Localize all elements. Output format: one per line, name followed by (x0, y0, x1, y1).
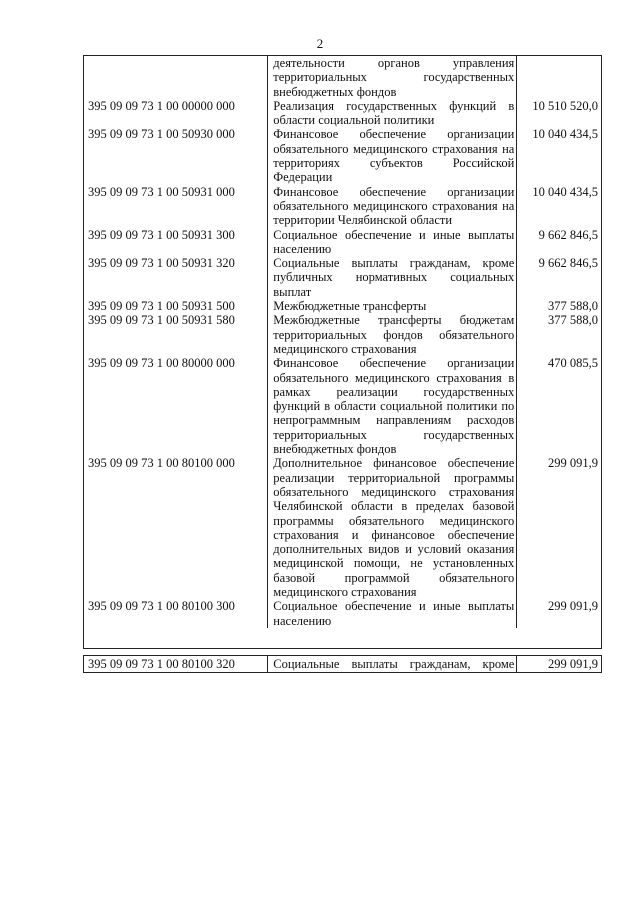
row-sum: 9 662 846,5 (538, 256, 598, 271)
table-row (84, 356, 601, 456)
row-name: Реализация государственных функций в области социальной политики (267, 99, 517, 128)
row-sum: 377 588,0 (547, 313, 598, 328)
row-sum: 299 091,9 (547, 656, 598, 671)
page-number: 2 (316, 36, 324, 51)
row-sum: 299 091,9 (547, 599, 598, 614)
row-sum: 377 588,0 (547, 299, 598, 314)
row-name: Межбюджетные трансферты (267, 299, 517, 313)
table-row (84, 656, 601, 672)
row-code: 395 09 09 73 1 00 50931 580 (88, 313, 235, 328)
row-code: 395 09 09 73 1 00 50931 500 (88, 299, 235, 314)
row-code: 395 09 09 73 1 00 00000 000 (88, 98, 235, 113)
table-row (84, 599, 601, 648)
row-sum: 10 040 434,5 (532, 127, 598, 142)
table-row (84, 456, 601, 599)
row-sum: 9 662 846,5 (538, 227, 598, 242)
row-name: Финансовое обеспечение организации обязательного медицинского страхования на территории Челябинской области (267, 185, 517, 228)
row-code: 395 09 09 73 1 00 50930 000 (88, 127, 235, 142)
table-row (84, 185, 601, 228)
row-name: Межбюджетные трансферты бюджетам территориальных фондов обязательного медицинского страхования (267, 313, 517, 356)
table-row (84, 299, 601, 313)
row-name: деятельности органов управления территориальных государственных внебюджетных фондов (267, 56, 517, 99)
row-name: Социальные выплаты гражданам, кроме (267, 656, 517, 672)
budget-table-body (83, 55, 602, 649)
row-code: 395 09 09 73 1 00 50931 300 (88, 227, 235, 242)
row-code: 395 09 09 73 1 00 80100 320 (88, 656, 235, 671)
row-sum: 10 510 520,0 (532, 98, 598, 113)
table-row (84, 228, 601, 257)
row-code: 395 09 09 73 1 00 50931 000 (88, 184, 235, 199)
budget-table-continuation (83, 655, 602, 673)
table-row (84, 256, 601, 299)
row-sum: 470 085,5 (547, 356, 598, 371)
row-code: 395 09 09 73 1 00 80000 000 (88, 356, 235, 371)
row-sum: 299 091,9 (547, 456, 598, 471)
row-name: Финансовое обеспечение организации обязательного медицинского страхования в рамках реализации государственных функций в области социальной политики по непрограммным направлениям расходов территориальных государственных внебюджетных фондов (267, 356, 517, 456)
row-code: 395 09 09 73 1 00 80100 000 (88, 456, 235, 471)
row-name: Социальное обеспечение и иные выплаты населению (267, 228, 517, 257)
budget-table (83, 55, 602, 673)
row-code: 395 09 09 73 1 00 50931 320 (88, 256, 235, 271)
row-name: Социальные выплаты гражданам, кроме публичных нормативных социальных выплат (267, 256, 517, 299)
table-row (84, 127, 601, 184)
row-sum (517, 56, 601, 99)
row-code: 395 09 09 73 1 00 80100 300 (88, 599, 235, 614)
row-name: Социальное обеспечение и иные выплаты населению (267, 599, 517, 628)
table-row (84, 56, 601, 99)
row-name: Финансовое обеспечение организации обязательного медицинского страхования на территориях субъектов Российской Федерации (267, 127, 517, 184)
row-code (84, 56, 267, 99)
row-name: Дополнительное финансовое обеспечение реализации территориальной программы обязательного медицинского страхования Челябинской области в пределах базовой программы обязательного медицинского страхования и финансовое обеспечение дополнительных видов и условий оказания медицинской помощи, не установленных базовой программой обязательного медицинского страхования (267, 456, 517, 599)
table-row (84, 313, 601, 356)
table-row (84, 99, 601, 128)
row-sum: 10 040 434,5 (532, 184, 598, 199)
